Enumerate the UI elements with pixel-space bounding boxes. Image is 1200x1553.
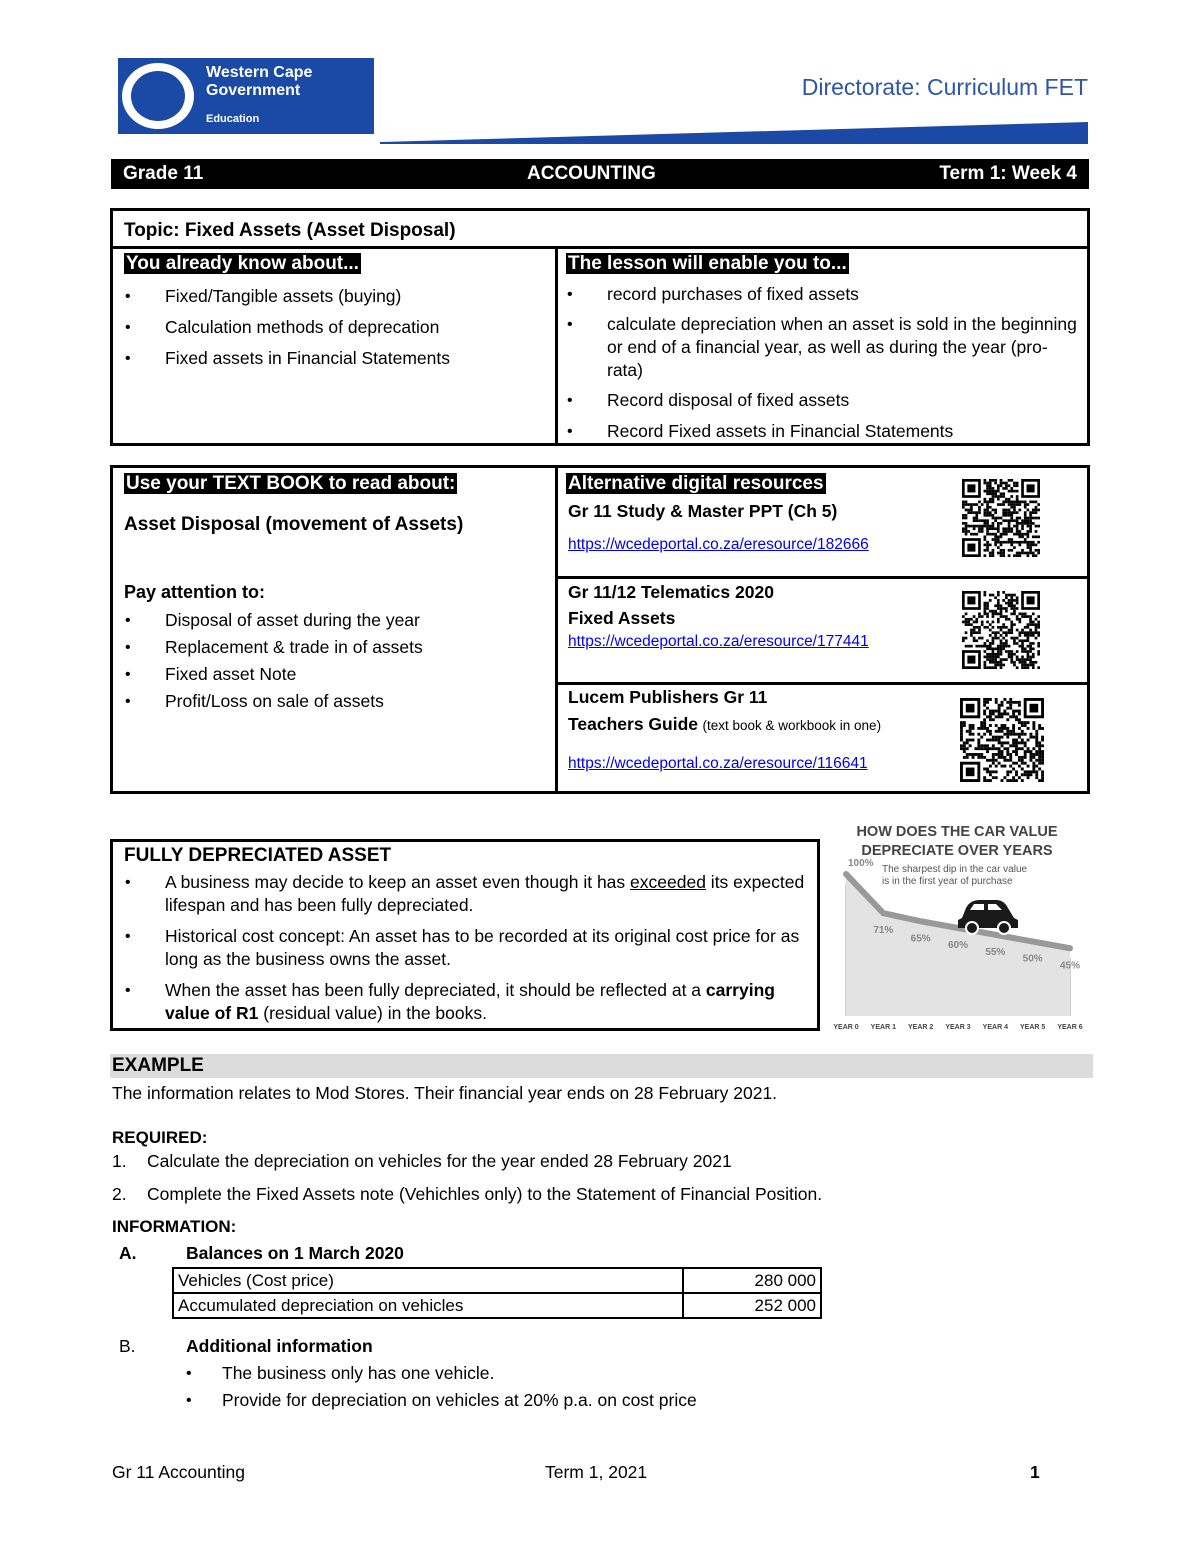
chart-title-line1: HOW DOES THE CAR VALUE: [856, 824, 1058, 840]
grade-label: Grade 11: [123, 163, 204, 184]
list-item: • Fixed/Tangible assets (buying): [119, 285, 549, 308]
enable-list: [561, 283, 1079, 443]
resource-3-link[interactable]: https://wcedeportal.co.za/eresource/116641: [568, 755, 868, 772]
grade-banner: [111, 159, 1089, 189]
balances-table: [172, 1267, 822, 1319]
section-a-title: Balances on 1 March 2020: [186, 1243, 404, 1263]
resource-2-subtitle: Fixed Assets: [568, 608, 676, 628]
list-item: • Replacement & trade in of assets: [119, 636, 549, 659]
list-item: • record purchases of fixed assets: [561, 283, 1079, 306]
textbook-heading: Use your TEXT BOOK to read about:: [126, 473, 456, 494]
chart-data-label: 55%: [985, 946, 1006, 958]
topic-title: Topic: Fixed Assets (Asset Disposal): [124, 220, 456, 241]
additional-info-list: [180, 1362, 880, 1412]
required-item-2: 2. Complete the Fixed Assets note (Vehichles only) to the Statement of Financial Position.: [112, 1184, 823, 1204]
term-label: Term 1: Week 4: [939, 163, 1077, 184]
list-item: • Historical cost concept: An asset has to be recorded at its original cost price for as long as the business owns the asset.: [119, 925, 809, 971]
attention-label: Pay attention to:: [124, 582, 266, 602]
list-item: • A business may decide to keep an asset even though it has exceeded its expected lifespan and has been fully depreciated.: [119, 871, 809, 917]
header-stripe: [380, 120, 1088, 144]
list-item: • Fixed assets in Financial Statements: [119, 347, 549, 370]
fully-list: [119, 871, 809, 1025]
resource-3-title: Lucem Publishers Gr 11: [568, 687, 768, 707]
chart-data-label: 45%: [1059, 960, 1081, 972]
chart-data-label: 50%: [1022, 953, 1043, 965]
table-cell: Accumulated depreciation on vehicles: [173, 1293, 683, 1318]
chart-x-tick-label: YEAR 2: [908, 1024, 934, 1031]
resource-2-link[interactable]: https://wcedeportal.co.za/eresource/177441: [568, 633, 869, 650]
list-item: • calculate depreciation when an asset is sold in the beginning or end of a financial year, as well as during the year (pro-rata): [561, 313, 1079, 382]
section-b-title: Additional information: [186, 1336, 373, 1356]
coat-of-arms-icon: [122, 63, 194, 129]
logo-line1: Western Cape: [206, 64, 313, 81]
chart-data-label: 100%: [848, 858, 874, 869]
fully-depreciated-box: [110, 839, 820, 1031]
topic-box: [110, 208, 1090, 446]
directorate-heading: [802, 74, 1088, 101]
digital-resources-heading: Alternative digital resources: [568, 473, 824, 494]
known-heading: You already know about...: [126, 253, 359, 274]
required-label: REQUIRED:: [112, 1128, 208, 1147]
qr-code-icon: [960, 698, 1044, 782]
qr-code-icon: [962, 591, 1040, 669]
known-list: [119, 285, 549, 370]
qr-code-icon: [962, 479, 1040, 557]
chart-data-label: 65%: [910, 933, 931, 945]
footer-left: Gr 11 Accounting: [112, 1462, 245, 1482]
resource-1-link[interactable]: https://wcedeportal.co.za/eresource/182666: [568, 536, 869, 553]
resource-3-subtitle: Teachers Guide (text book & workbook in one): [568, 714, 882, 734]
chart-x-tick-label: YEAR 1: [870, 1024, 896, 1031]
resources-box: [110, 465, 1090, 794]
chart-title-line2: DEPRECIATE OVER YEARS: [861, 843, 1053, 859]
chart-x-tick-label: YEAR 0: [833, 1024, 859, 1031]
chart-data-label: 60%: [947, 940, 969, 951]
information-label: INFORMATION:: [112, 1217, 237, 1236]
required-item-1: 1. Calculate the depreciation on vehicles for the year ended 28 February 2021: [112, 1151, 732, 1171]
list-item: • Calculation methods of deprecation: [119, 316, 549, 339]
table-cell: 252 000: [683, 1293, 821, 1318]
chart-annotation-line2: is in the first year of purchase: [882, 876, 1013, 887]
fully-heading: FULLY DEPRECIATED ASSET: [124, 845, 392, 866]
car-icon: [958, 900, 1018, 934]
list-item: • Provide for depreciation on vehicles at 20% p.a. on cost price: [180, 1389, 880, 1412]
directorate-label: Directorate:: [801, 74, 921, 100]
chart-annotation-line1: The sharpest dip in the car value: [882, 864, 1028, 875]
page-number: 1: [1030, 1462, 1040, 1482]
logo-line2: Government: [206, 82, 301, 99]
wcg-logo: [118, 58, 374, 134]
directorate-value: Curriculum FET: [926, 74, 1088, 100]
list-item: • Fixed asset Note: [119, 663, 549, 686]
list-item: • When the asset has been fully depreciated, it should be reflected at a carrying value of R1 (residual value) in the books.: [119, 979, 809, 1025]
resource-2-title: Gr 11/12 Telematics 2020: [568, 582, 774, 602]
table-row: [173, 1293, 821, 1318]
car-depreciation-chart: [833, 818, 1083, 1036]
table-cell: Vehicles (Cost price): [173, 1268, 683, 1293]
list-item: • Profit/Loss on sale of assets: [119, 690, 549, 713]
textbook-list: [119, 609, 549, 713]
example-intro: The information relates to Mod Stores. Their financial year ends on 28 February 2021.: [112, 1083, 778, 1103]
list-item: • Record disposal of fixed assets: [561, 389, 1079, 412]
section-b-label: B.: [119, 1336, 136, 1356]
chart-x-tick-label: YEAR 5: [1020, 1024, 1046, 1031]
example-heading-bar: [110, 1054, 1093, 1078]
list-item: • Disposal of asset during the year: [119, 609, 549, 632]
subject-label: ACCOUNTING: [527, 163, 656, 184]
textbook-subtitle: Asset Disposal (movement of Assets): [124, 514, 464, 535]
chart-x-tick-label: YEAR 6: [1057, 1024, 1083, 1031]
chart-data-label: 71%: [873, 925, 894, 937]
example-heading: EXAMPLE: [112, 1055, 204, 1076]
list-item: • The business only has one vehicle.: [180, 1362, 880, 1385]
table-row: [173, 1268, 821, 1293]
section-a-label: A.: [119, 1243, 137, 1263]
table-cell: 280 000: [683, 1268, 821, 1293]
chart-x-tick-label: YEAR 3: [945, 1024, 971, 1031]
enable-heading: The lesson will enable you to...: [568, 253, 847, 274]
resource-1-title: Gr 11 Study & Master PPT (Ch 5): [568, 501, 838, 521]
logo-line3: Education: [206, 113, 260, 125]
list-item: • Record Fixed assets in Financial Statements: [561, 420, 1079, 443]
chart-x-tick-label: YEAR 4: [982, 1024, 1008, 1031]
footer-center: Term 1, 2021: [545, 1462, 648, 1482]
